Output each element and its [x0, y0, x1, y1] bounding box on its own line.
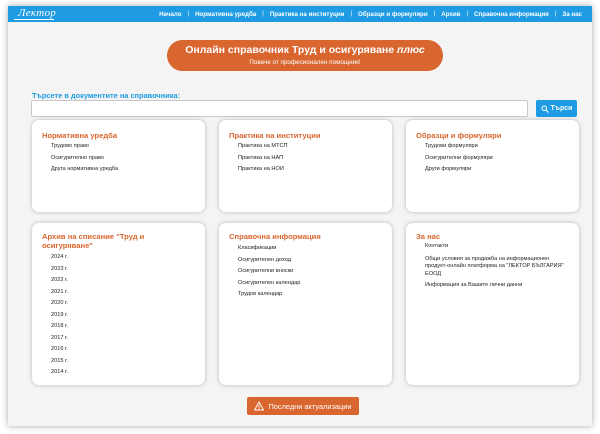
- search-label: Търсете в документите на справочника:: [32, 91, 180, 100]
- nav-link-reference[interactable]: Справочна информация: [474, 10, 549, 18]
- card-archive: [32, 223, 205, 385]
- search-input[interactable]: [31, 100, 528, 117]
- browser-frame: [8, 6, 592, 426]
- card-links: [238, 141, 288, 176]
- archive-year-link[interactable]: 2019 г.: [51, 311, 68, 318]
- card-link[interactable]: Информация за Вашите лични данни: [425, 282, 523, 288]
- nav-separator: |: [466, 11, 468, 17]
- archive-year-link[interactable]: 2016 г.: [51, 346, 68, 352]
- card-link[interactable]: Практика на НАП: [238, 154, 284, 161]
- card-title[interactable]: Архив на списание "Труд и осигуряване": [42, 232, 145, 250]
- nav-separator: |: [187, 11, 190, 17]
- card-links: [51, 252, 68, 379]
- archive-year-link[interactable]: 2023 г.: [51, 265, 68, 272]
- card-link[interactable]: Осигурителни формуляри: [425, 154, 493, 161]
- promo-title-emphasis: плюс: [397, 44, 425, 56]
- nav-separator: |: [350, 11, 352, 17]
- latest-updates-label: Последни актуализации: [268, 401, 352, 411]
- archive-year-link[interactable]: 2021 г.: [51, 288, 68, 295]
- card-link[interactable]: Друга нормативна уредба: [51, 166, 119, 172]
- archive-year-link[interactable]: 2014 г.: [51, 369, 68, 375]
- card-regulations: [32, 120, 205, 212]
- promo-subtitle: Повече от професионален помощник!: [249, 59, 361, 66]
- card-link[interactable]: Трудови формуляри: [425, 143, 478, 149]
- main-nav: [159, 6, 582, 22]
- nav-separator: |: [433, 11, 436, 17]
- card-link[interactable]: Класификации: [238, 245, 277, 251]
- archive-year-link[interactable]: 2022 г.: [51, 277, 68, 283]
- card-link[interactable]: Осигурителен календар: [238, 279, 301, 286]
- nav-link-regulations[interactable]: Нормативна уредба: [195, 10, 257, 18]
- card-link[interactable]: Трудов календар: [238, 291, 283, 297]
- nav-separator: |: [262, 11, 264, 17]
- card-link[interactable]: Осигурителен доход: [238, 256, 292, 263]
- promo-banner[interactable]: [167, 40, 443, 71]
- promo-title-text: Онлайн справочник Труд и осигуряване: [185, 44, 395, 56]
- archive-year-link[interactable]: 2024 г.: [51, 254, 68, 260]
- card-about: [406, 223, 579, 385]
- nav-link-about[interactable]: За нас: [562, 10, 582, 18]
- card-link[interactable]: Общи условия за продажба на информационен продукт-онлайн платформа на "ЛЕКТОР БЪЛГАРИЯ" ЕООД: [425, 255, 564, 277]
- card-links: [425, 141, 493, 176]
- search-icon: [541, 105, 549, 113]
- card-links: [425, 243, 570, 294]
- warning-icon: [254, 401, 264, 411]
- card-title[interactable]: Практика на институции: [229, 131, 321, 140]
- card-link[interactable]: Трудово право: [51, 143, 89, 149]
- nav-link-institutions-practice[interactable]: Практика на институции: [269, 10, 345, 18]
- card-reference-info: [219, 223, 392, 385]
- search-button-label: Търси: [550, 105, 573, 112]
- archive-year-link[interactable]: 2018 г.: [51, 323, 68, 329]
- card-title[interactable]: Образци и формуляри: [416, 131, 502, 140]
- nav-link-archive[interactable]: Архив: [441, 10, 461, 18]
- logo-underline: [14, 19, 54, 20]
- search-button[interactable]: [536, 100, 577, 117]
- nav-separator: |: [554, 11, 557, 17]
- card-links: [51, 141, 118, 176]
- promo-title: [167, 44, 443, 56]
- card-link[interactable]: Други формуляри: [425, 166, 472, 172]
- latest-updates-button[interactable]: [247, 397, 359, 415]
- card-link[interactable]: Осигурителни вноски: [238, 268, 294, 274]
- card-link[interactable]: Практика на МТСП: [238, 143, 288, 149]
- logo[interactable]: Лектор: [18, 7, 57, 19]
- card-title[interactable]: Справочна информация: [229, 232, 321, 241]
- card-institutions-practice: [219, 120, 392, 212]
- archive-year-link[interactable]: 2020 г.: [51, 300, 68, 306]
- card-forms: [406, 120, 579, 212]
- card-links: [238, 243, 383, 301]
- card-title[interactable]: Нормативна уредба: [42, 131, 118, 140]
- archive-year-link[interactable]: 2017 г.: [51, 334, 68, 341]
- archive-year-link[interactable]: 2015 г.: [51, 357, 68, 364]
- card-link[interactable]: Практика на НОИ: [238, 166, 284, 172]
- nav-link-forms[interactable]: Образци и формуляри: [358, 10, 428, 18]
- nav-link-home[interactable]: Начало: [159, 10, 182, 18]
- card-link[interactable]: Осигурително право: [51, 154, 104, 161]
- card-link[interactable]: Контакти: [425, 243, 449, 249]
- card-title[interactable]: За нас: [416, 232, 441, 241]
- top-navigation-bar: [8, 6, 592, 22]
